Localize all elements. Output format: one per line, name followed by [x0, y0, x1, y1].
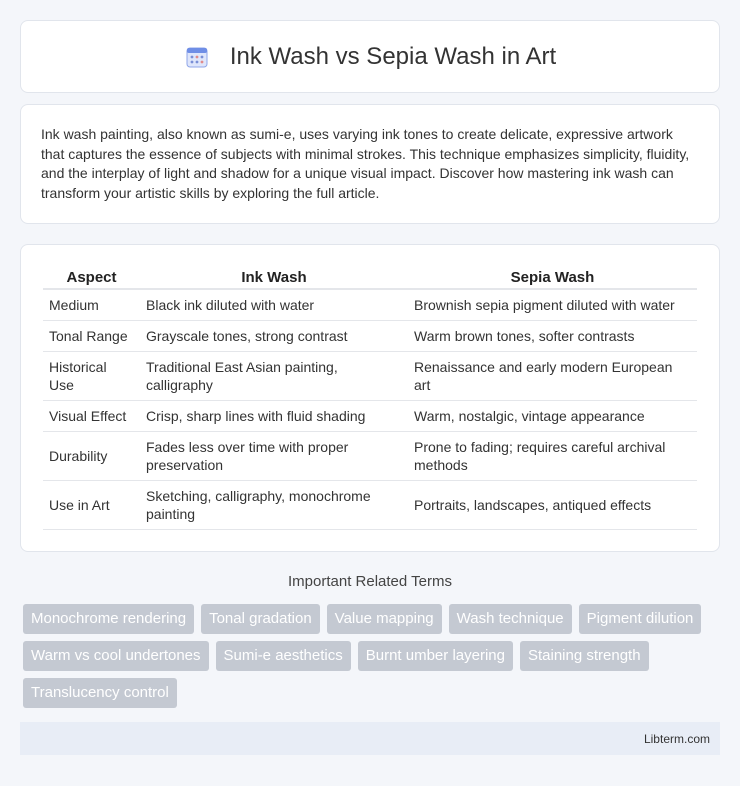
related-term-tag[interactable]: Burnt umber layering: [358, 641, 513, 671]
table-cell: Sketching, calligraphy, monochrome painting: [140, 481, 408, 530]
header-card: [20, 20, 720, 93]
related-term-tag[interactable]: Wash technique: [449, 604, 572, 634]
table-cell: Renaissance and early modern European art: [408, 352, 697, 401]
table-cell: Visual Effect: [43, 401, 140, 432]
related-term-tag[interactable]: Sumi-e aesthetics: [216, 641, 351, 671]
table-cell: Fades less over time with proper preservation: [140, 432, 408, 481]
related-term-tag[interactable]: Warm vs cool undertones: [23, 641, 209, 671]
table-cell: Traditional East Asian painting, calligraphy: [140, 352, 408, 401]
column-header-ink-wash: Ink Wash: [140, 265, 408, 290]
table-cell: Durability: [43, 432, 140, 481]
page-title: Ink Wash vs Sepia Wash in Art: [229, 42, 557, 70]
related-terms-list: [23, 604, 713, 708]
related-term-tag[interactable]: Staining strength: [520, 641, 649, 671]
table-cell: Historical Use: [43, 352, 140, 401]
table-cell: Black ink diluted with water: [140, 290, 408, 321]
table-row: [43, 352, 697, 401]
table-cell: Warm, nostalgic, vintage appearance: [408, 401, 697, 432]
related-term-tag[interactable]: Value mapping: [327, 604, 442, 634]
table-cell: Use in Art: [43, 481, 140, 530]
table-cell: Crisp, sharp lines with fluid shading: [140, 401, 408, 432]
related-term-tag[interactable]: Pigment dilution: [579, 604, 702, 634]
table-cell: Portraits, landscapes, antiqued effects: [408, 481, 697, 530]
comparison-card: [20, 244, 720, 552]
table-row: [43, 401, 697, 432]
footer: [20, 722, 720, 755]
footer-site-link[interactable]: Libterm.com: [643, 731, 710, 746]
calendar-grid-icon: [184, 44, 210, 70]
table-cell: Grayscale tones, strong contrast: [140, 321, 408, 352]
column-header-sepia-wash: Sepia Wash: [408, 265, 697, 290]
related-term-tag[interactable]: Monochrome rendering: [23, 604, 194, 634]
intro-text: Ink wash painting, also known as sumi-e, uses varying ink tones to create delicate, expressive artwork that captures the essence of subjects with minimal strokes. This technique emphasizes simplicity, fluidity, and the interplay of light and shadow for a unique visual impact. Discover how mastering ink wash can transform your artistic skills by exploring the full article.: [41, 126, 690, 201]
related-terms-title: Important Related Terms: [288, 573, 452, 590]
table-cell: Warm brown tones, softer contrasts: [408, 321, 697, 352]
related-term-tag[interactable]: Translucency control: [23, 678, 177, 708]
column-header-aspect: Aspect: [43, 265, 140, 290]
table-cell: Brownish sepia pigment diluted with water: [408, 290, 697, 321]
table-header-row: [43, 265, 697, 290]
table-row: [43, 432, 697, 481]
table-row: [43, 290, 697, 321]
table-row: [43, 321, 697, 352]
related-term-tag[interactable]: Tonal gradation: [201, 604, 320, 634]
comparison-table: [43, 265, 697, 530]
table-cell: Tonal Range: [43, 321, 140, 352]
intro-card: [20, 104, 720, 224]
table-cell: Medium: [43, 290, 140, 321]
table-cell: Prone to fading; requires careful archival methods: [408, 432, 697, 481]
table-row: [43, 481, 697, 530]
